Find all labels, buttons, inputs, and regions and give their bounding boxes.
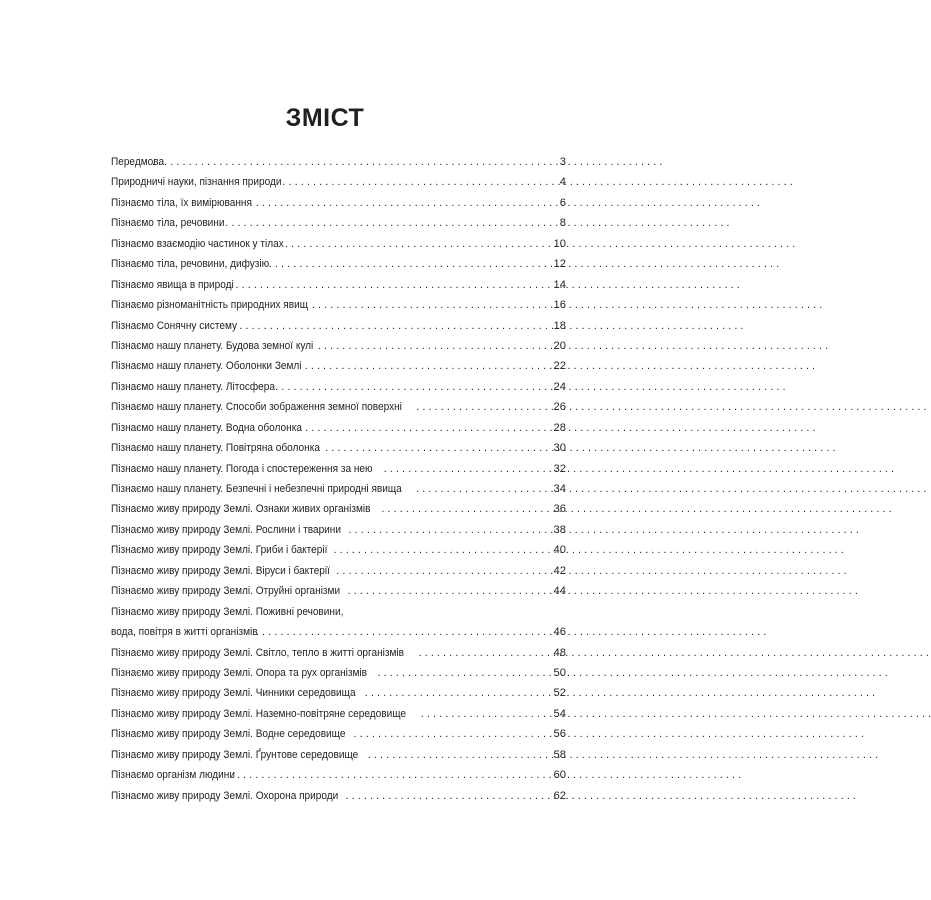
toc-entry-title: Пізнаємо нашу планету. Повітряна оболонка (111, 442, 320, 455)
toc-entry[interactable] (111, 336, 566, 356)
toc-page-number: 10 (553, 237, 566, 250)
dot-leader (305, 356, 551, 376)
toc-entry[interactable] (111, 459, 566, 479)
toc-entry[interactable] (111, 377, 566, 397)
toc-entry[interactable] (111, 295, 566, 315)
dot-leader (318, 336, 551, 356)
dot-leader (269, 254, 551, 274)
toc-entry[interactable] (111, 765, 566, 785)
toc-entry-title: Пізнаємо живу природу Землі. Отруйні організми (111, 585, 341, 598)
dot-leader (305, 418, 550, 438)
dot-leader (325, 438, 550, 458)
toc-page-number: 50 (553, 666, 566, 679)
toc-entry-title: Пізнаємо Сонячну систему (111, 319, 238, 332)
table-of-contents (111, 152, 566, 806)
dot-leader (275, 377, 550, 397)
toc-page-number: 62 (553, 789, 566, 802)
toc-page-number: 56 (553, 728, 566, 741)
toc-entry[interactable] (111, 499, 566, 519)
dot-leader (333, 540, 550, 560)
toc-entry-title: Пізнаємо живу природу Землі. Ґрунтове середовище (111, 748, 359, 761)
toc-page-number: 36 (553, 503, 566, 516)
toc-entry-title: Пізнаємо нашу планету. Погода і спостереження за нею (111, 462, 373, 475)
toc-page-number: 52 (553, 687, 566, 700)
toc-entry-title: Пізнаємо живу природу Землі. Рослини і тварини (111, 523, 341, 536)
dot-leader (377, 663, 550, 683)
toc-page-number: 20 (553, 339, 566, 352)
toc-entry-title: Пізнаємо тіла, речовини (111, 217, 225, 230)
toc-page-number: 48 (553, 646, 566, 659)
toc-entry[interactable] (111, 561, 566, 581)
dot-leader (231, 765, 551, 785)
dot-leader (416, 397, 550, 417)
toc-entry-title: Пізнаємо різноманітність природних явищ (111, 299, 309, 312)
toc-page-number: 24 (553, 380, 566, 393)
toc-entry[interactable] (111, 275, 566, 295)
toc-entry-title: Пізнаємо нашу планету. Водна оболонка (111, 421, 302, 434)
page-title: ЗМІСТ (285, 104, 365, 132)
toc-entry[interactable] (111, 786, 566, 806)
toc-entry[interactable] (111, 356, 566, 376)
toc-entry[interactable] (111, 213, 566, 233)
toc-entry-title: Пізнаємо нашу планету. Будова земної кулі (111, 339, 314, 352)
toc-entry-title: Пізнаємо живу природу Землі. Поживні речовини, (111, 605, 344, 618)
toc-entry-title: Пізнаємо живу природу Землі. Світло, тепло в житті організмів (111, 646, 405, 659)
toc-entry[interactable] (111, 581, 566, 601)
toc-entry[interactable] (111, 683, 566, 703)
toc-entry[interactable] (111, 418, 566, 438)
dot-leader (421, 704, 551, 724)
dot-leader (282, 172, 551, 192)
toc-entry-title: Пізнаємо організм людини (111, 769, 235, 782)
toc-entry[interactable] (111, 438, 566, 458)
dot-leader (368, 745, 551, 765)
toc-page-number: 58 (553, 748, 566, 761)
dot-leader (256, 622, 551, 642)
toc-entry-title: Пізнаємо тіла, їх вимірювання (111, 196, 252, 209)
toc-entry[interactable] (111, 663, 566, 683)
dot-leader (229, 275, 550, 295)
dot-leader (312, 295, 551, 315)
dot-leader (384, 459, 551, 479)
dot-leader (233, 316, 550, 336)
toc-entry-title: Пізнаємо живу природу Землі. Ознаки живих організмів (111, 503, 371, 516)
toc-entry-title-continued: вода, повітря в житті організмів (111, 626, 258, 639)
dot-leader (152, 152, 551, 172)
toc-entry[interactable] (111, 397, 566, 417)
dot-leader (416, 479, 550, 499)
toc-entry-title: Пізнаємо живу природу Землі. Опора та рух організмів (111, 666, 368, 679)
toc-entry[interactable] (111, 172, 566, 192)
toc-page-number: 8 (559, 217, 566, 230)
dot-leader (250, 193, 551, 213)
toc-entry[interactable] (111, 540, 566, 560)
dot-leader (365, 683, 551, 703)
toc-page-number: 40 (553, 544, 566, 557)
toc-page-number: 38 (553, 523, 566, 536)
dot-leader (381, 499, 550, 519)
toc-entry[interactable] (111, 520, 566, 540)
toc-entry-title: Пізнаємо живу природу Землі. Чинники середовища (111, 687, 356, 700)
toc-page-number: 46 (553, 626, 566, 639)
toc-entry[interactable] (111, 152, 566, 172)
toc-page-number: 34 (553, 483, 566, 495)
toc-entry[interactable] (111, 704, 566, 724)
toc-entry-title: Пізнаємо живу природу Землі. Охорона природи (111, 789, 339, 802)
toc-entry-title: Пізнаємо живу природу Землі. Віруси і бактерії (111, 564, 330, 577)
dot-leader (348, 581, 551, 601)
toc-entry[interactable] (111, 745, 566, 765)
toc-entry-title: Пізнаємо живу природу Землі. Наземно-повітряне середовище (111, 707, 406, 720)
toc-entry[interactable] (111, 643, 566, 663)
toc-entry-title: Пізнаємо нашу планету. Безпечні і небезпечні природні явища (111, 483, 402, 495)
toc-entry-title: Передмова (111, 156, 165, 168)
toc-page-number: 28 (553, 421, 566, 434)
toc-page-number: 60 (553, 769, 566, 782)
toc-entry[interactable] (111, 479, 566, 499)
dot-leader (219, 213, 551, 233)
toc-page-number: 6 (559, 196, 566, 209)
toc-entry-title: Пізнаємо явища в природі (111, 278, 234, 291)
toc-entry-title: Пізнаємо нашу планету. Оболонки Землі (111, 360, 302, 373)
toc-entry[interactable] (111, 724, 566, 744)
toc-page-number: 14 (553, 278, 566, 291)
toc-page-number: 3 (559, 156, 566, 168)
dot-leader (346, 786, 551, 806)
toc-entry[interactable] (111, 602, 566, 643)
toc-page-number: 16 (553, 299, 566, 312)
toc-page-number: 42 (553, 564, 566, 577)
dot-leader (419, 643, 551, 663)
toc-page-number: 4 (559, 176, 566, 189)
dot-leader (349, 520, 551, 540)
toc-page-number: 12 (553, 258, 566, 271)
toc-entry[interactable] (111, 234, 566, 254)
toc-entry[interactable] (111, 193, 566, 213)
toc-page-number: 26 (553, 401, 566, 414)
toc-entry-title: Пізнаємо живу природу Землі. Водне середовище (111, 728, 346, 741)
toc-page-number: 22 (553, 360, 566, 373)
toc-entry-title: Пізнаємо нашу планету. Літосфера (111, 380, 275, 393)
toc-entry-title: Пізнаємо тіла, речовини, дифузію (111, 258, 270, 271)
toc-entry-title: Природничі науки, пізнання природи (111, 176, 282, 189)
toc-page-number: 44 (553, 585, 566, 598)
toc-entry-title: Пізнаємо живу природу Землі. Гриби і бактерії (111, 544, 328, 557)
toc-entry[interactable] (111, 254, 566, 274)
toc-entry-title: Пізнаємо нашу планету. Способи зображення земної поверхні (111, 401, 402, 414)
toc-entry-title: Пізнаємо взаємодію частинок у тілах (111, 237, 284, 250)
toc-page-number: 32 (553, 462, 566, 475)
toc-page-number: 30 (553, 442, 566, 455)
dot-leader (285, 234, 551, 254)
toc-page-number: 54 (553, 707, 566, 720)
dot-leader (336, 561, 550, 581)
toc-page-number: 18 (553, 319, 566, 332)
dot-leader (354, 724, 551, 744)
toc-entry[interactable] (111, 316, 566, 336)
